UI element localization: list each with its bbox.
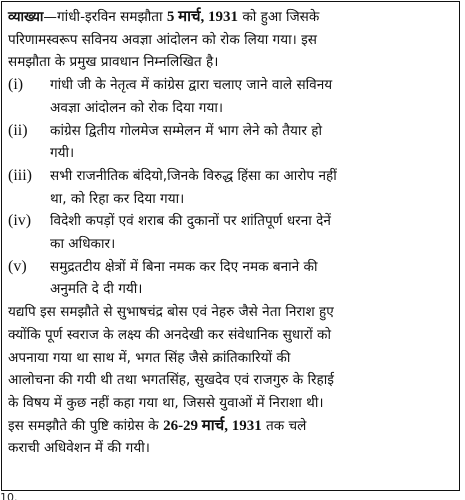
provision-text-line: गयी। [50, 145, 75, 162]
conclusion-line-3: अपनाया गया था साथ में, भगत सिंह जैसे क्रांतिकारियों की [8, 349, 291, 366]
provision-text-line: का अधिकार। [50, 236, 116, 253]
conclusion-line-1: यद्यपि इस समझौते से सुभाषचंद्र बोस एवं नेहरु जैसे नेता निराश हुए [8, 304, 334, 321]
closing-line-1 [8, 415, 454, 438]
closing-line-2: कराची अधिवेशन में की गयी। [8, 440, 150, 457]
closing-text: इस समझौते की पुष्टि कांग्रेस के [8, 417, 164, 434]
intro-line-3: समझौता के प्रमुख प्रावधान निम्नलिखित है। [8, 54, 219, 71]
provision-number: (iii) [8, 166, 32, 184]
closing-text-end: तक चले [261, 417, 307, 434]
provision-text-line: समुद्रतटीय क्षेत्रों में बिना नमक कर दिए नमक बनाने की [50, 258, 318, 275]
provision-1 [8, 74, 454, 119]
provision-text-line: विदेशी कपड़ों एवं शराब की दुकानों पर शांतिपूर्ण धरना देनें [50, 213, 331, 230]
provision-4 [8, 210, 454, 255]
conclusion-line-2: क्योंकि पूर्ण स्वराज के लक्ष्य की अनदेखी कर संवेधानिक सुधारों को [8, 326, 331, 343]
intro-line-1 [8, 6, 454, 29]
provision-text-line: कांग्रेस द्वितीय गोलमेज सम्मेलन में भाग लेने को तैयार हो [50, 122, 322, 139]
provision-text-line: अवज्ञा आंदोलन को रोक दिया गया। [50, 99, 224, 116]
provision-5 [8, 256, 454, 301]
provision-number: (i) [8, 76, 24, 94]
answer-box [1, 1, 460, 491]
provision-text-line: गांधी जी के नेतृत्व में कांग्रेस द्वारा चलाए जाने वाले सविनय [50, 77, 333, 94]
conclusion-line-5: के विषय में कुछ नहीं कहा गया था, जिससे युवाओं में निराशा थी। [8, 394, 324, 411]
provision-text-line: सभी राजनीतिक बंदियो,जिनके विरुद्ध हिंसा का आरोप नहीं [50, 167, 337, 184]
provision-text-line: था, को रिहा कर दिया गया। [50, 190, 185, 207]
provision-number: (iv) [8, 212, 32, 230]
pact-date: 5 मार्च, 1931 [166, 9, 239, 25]
intro-line-2: परिणामस्वरूप सविनय अवज्ञा आंदोलन को रोक लिया गया। इस [8, 31, 317, 48]
conclusion-line-4: आलोचना की गयी थी तथा भगतसिंह, सुखदेव एवं राजगुरु के रिहाई [8, 372, 334, 389]
next-question-partial: 10. [0, 492, 18, 500]
provision-text-line: अनुमति दे दी गयी। [50, 281, 143, 298]
provision-number: (ii) [8, 121, 28, 139]
provision-number: (v) [8, 257, 27, 275]
intro-text: —गांधी-इरविन समझौता [43, 9, 167, 25]
provision-3 [8, 165, 454, 210]
session-dates: 26-29 मार्च, 1931 [163, 417, 262, 434]
intro-text-end: को हुआ जिसके [238, 9, 320, 25]
heading: व्याख्या [8, 9, 44, 25]
provision-2 [8, 120, 454, 165]
